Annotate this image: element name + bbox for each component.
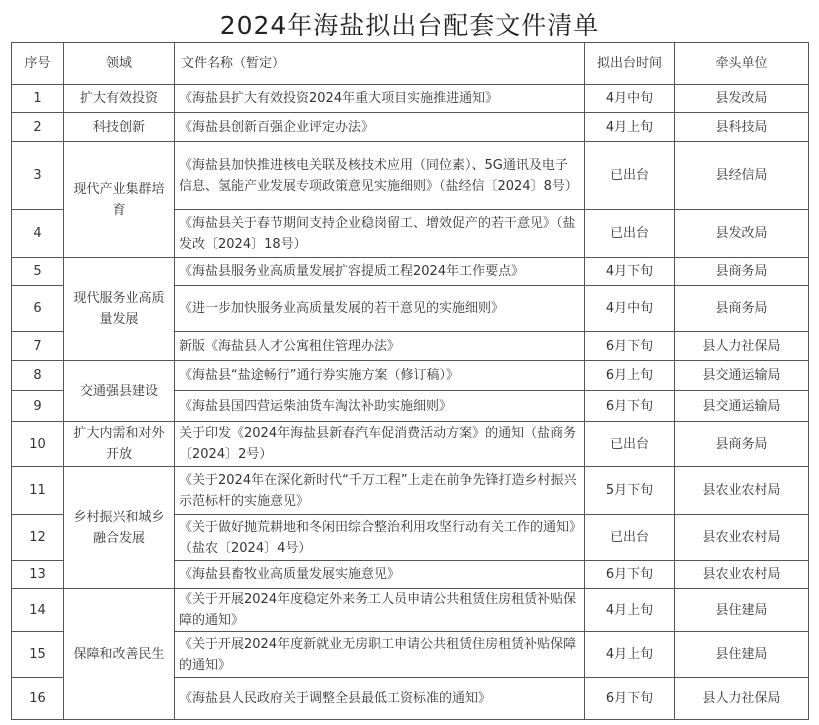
cell-field: 现代产业集群培育 <box>64 142 175 258</box>
table-row <box>12 258 809 286</box>
cell-lead-unit: 县人力社保局 <box>675 332 809 361</box>
cell-file-name: 《关于开展2024年度新就业无房职工申请公共租赁住房租赁补贴保障的通知》 <box>175 632 585 678</box>
cell-file-name: 《海盐县国四营运柴油货车淘汰补助实施细则》 <box>175 391 585 422</box>
table-row <box>12 85 809 113</box>
cell-file-name: 《海盐县关于春节期间支持企业稳岗留工、增效促产的若干意见》（盐发改〔2024〕18号） <box>175 210 585 258</box>
header-time: 拟出台时间 <box>585 43 675 85</box>
cell-lead-unit: 县商务局 <box>675 258 809 286</box>
cell-no: 12 <box>12 515 64 561</box>
cell-no: 9 <box>12 391 64 422</box>
header-no: 序号 <box>12 43 64 85</box>
cell-time: 6月下旬 <box>585 678 675 720</box>
cell-file-name: 《海盐县畜牧业高质量发展实施意见》 <box>175 561 585 589</box>
cell-time: 已出台 <box>585 142 675 210</box>
cell-time: 4月上旬 <box>585 113 675 142</box>
cell-time: 已出台 <box>585 515 675 561</box>
cell-field: 交通强县建设 <box>64 361 175 422</box>
document-title: 2024年海盐拟出台配套文件清单 <box>219 11 600 40</box>
cell-field: 保障和改善民生 <box>64 589 175 720</box>
cell-no: 1 <box>12 85 64 113</box>
cell-time: 4月下旬 <box>585 258 675 286</box>
cell-no: 8 <box>12 361 64 391</box>
cell-file-name: 《关于做好抛荒耕地和冬闲田综合整治利用攻坚行动有关工作的通知》（盐农〔2024〕4号） <box>175 515 585 561</box>
cell-no: 14 <box>12 589 64 632</box>
cell-file-name: 《关于开展2024年度稳定外来务工人员申请公共租赁住房租赁补贴保障的通知》 <box>175 589 585 632</box>
cell-no: 11 <box>12 467 64 515</box>
cell-file-name: 新版《海盐县人才公寓租住管理办法》 <box>175 332 585 361</box>
cell-no: 2 <box>12 113 64 142</box>
table-header-row <box>12 43 809 85</box>
cell-lead-unit: 县科技局 <box>675 113 809 142</box>
cell-no: 10 <box>12 422 64 467</box>
cell-file-name: 《海盐县加快推进核电关联及核技术应用（同位素）、5G通讯及电子信息、氢能产业发展专项政策意见实施细则》（盐经信〔2024〕8号） <box>175 142 585 210</box>
cell-lead-unit: 县商务局 <box>675 286 809 332</box>
cell-no: 3 <box>12 142 64 210</box>
cell-lead-unit: 县农业农村局 <box>675 467 809 515</box>
cell-file-name: 关于印发《2024年海盐县新春汽车促消费活动方案》的通知（盐商务〔2024〕2号） <box>175 422 585 467</box>
header-lead-unit: 牵头单位 <box>675 43 809 85</box>
table-row <box>12 113 809 142</box>
table-row <box>12 422 809 467</box>
cell-file-name: 《海盐县“盐途畅行”通行券实施方案（修订稿）》 <box>175 361 585 391</box>
cell-lead-unit: 县经信局 <box>675 142 809 210</box>
table-row <box>12 142 809 210</box>
cell-time: 已出台 <box>585 422 675 467</box>
cell-lead-unit: 县商务局 <box>675 422 809 467</box>
cell-time: 6月下旬 <box>585 561 675 589</box>
cell-lead-unit: 县住建局 <box>675 589 809 632</box>
cell-field: 科技创新 <box>64 113 175 142</box>
table-row <box>12 361 809 391</box>
cell-no: 15 <box>12 632 64 678</box>
cell-lead-unit: 县住建局 <box>675 632 809 678</box>
cell-file-name: 《海盐县创新百强企业评定办法》 <box>175 113 585 142</box>
cell-time: 4月中旬 <box>585 85 675 113</box>
table-row <box>12 467 809 515</box>
table-row <box>12 589 809 632</box>
cell-no: 13 <box>12 561 64 589</box>
cell-file-name: 《海盐县扩大有效投资2024年重大项目实施推进通知》 <box>175 85 585 113</box>
file-list-table <box>11 42 809 720</box>
cell-time: 4月中旬 <box>585 286 675 332</box>
cell-time: 4月上旬 <box>585 632 675 678</box>
cell-file-name: 《关于2024年在深化新时代“千万工程”上走在前争先锋打造乡村振兴示范标杆的实施意见》 <box>175 467 585 515</box>
cell-lead-unit: 县发改局 <box>675 210 809 258</box>
cell-no: 6 <box>12 286 64 332</box>
cell-no: 5 <box>12 258 64 286</box>
cell-time: 6月上旬 <box>585 361 675 391</box>
cell-no: 4 <box>12 210 64 258</box>
cell-time: 6月下旬 <box>585 391 675 422</box>
cell-no: 7 <box>12 332 64 361</box>
cell-field: 乡村振兴和城乡融合发展 <box>64 467 175 589</box>
cell-lead-unit: 县农业农村局 <box>675 515 809 561</box>
cell-file-name: 《海盐县服务业高质量发展扩容提质工程2024年工作要点》 <box>175 258 585 286</box>
cell-lead-unit: 县发改局 <box>675 85 809 113</box>
cell-lead-unit: 县交通运输局 <box>675 391 809 422</box>
cell-lead-unit: 县人力社保局 <box>675 678 809 720</box>
cell-time: 已出台 <box>585 210 675 258</box>
cell-no: 16 <box>12 678 64 720</box>
cell-time: 5月下旬 <box>585 467 675 515</box>
cell-lead-unit: 县农业农村局 <box>675 561 809 589</box>
cell-time: 6月下旬 <box>585 332 675 361</box>
cell-field: 扩大内需和对外开放 <box>64 422 175 467</box>
cell-field: 现代服务业高质量发展 <box>64 258 175 361</box>
cell-file-name: 《海盐县人民政府关于调整全县最低工资标准的通知》 <box>175 678 585 720</box>
cell-file-name: 《进一步加快服务业高质量发展的若干意见的实施细则》 <box>175 286 585 332</box>
cell-time: 4月上旬 <box>585 589 675 632</box>
header-field: 领域 <box>64 43 175 85</box>
cell-lead-unit: 县交通运输局 <box>675 361 809 391</box>
header-file-name: 文件名称（暂定） <box>175 43 585 85</box>
cell-field: 扩大有效投资 <box>64 85 175 113</box>
